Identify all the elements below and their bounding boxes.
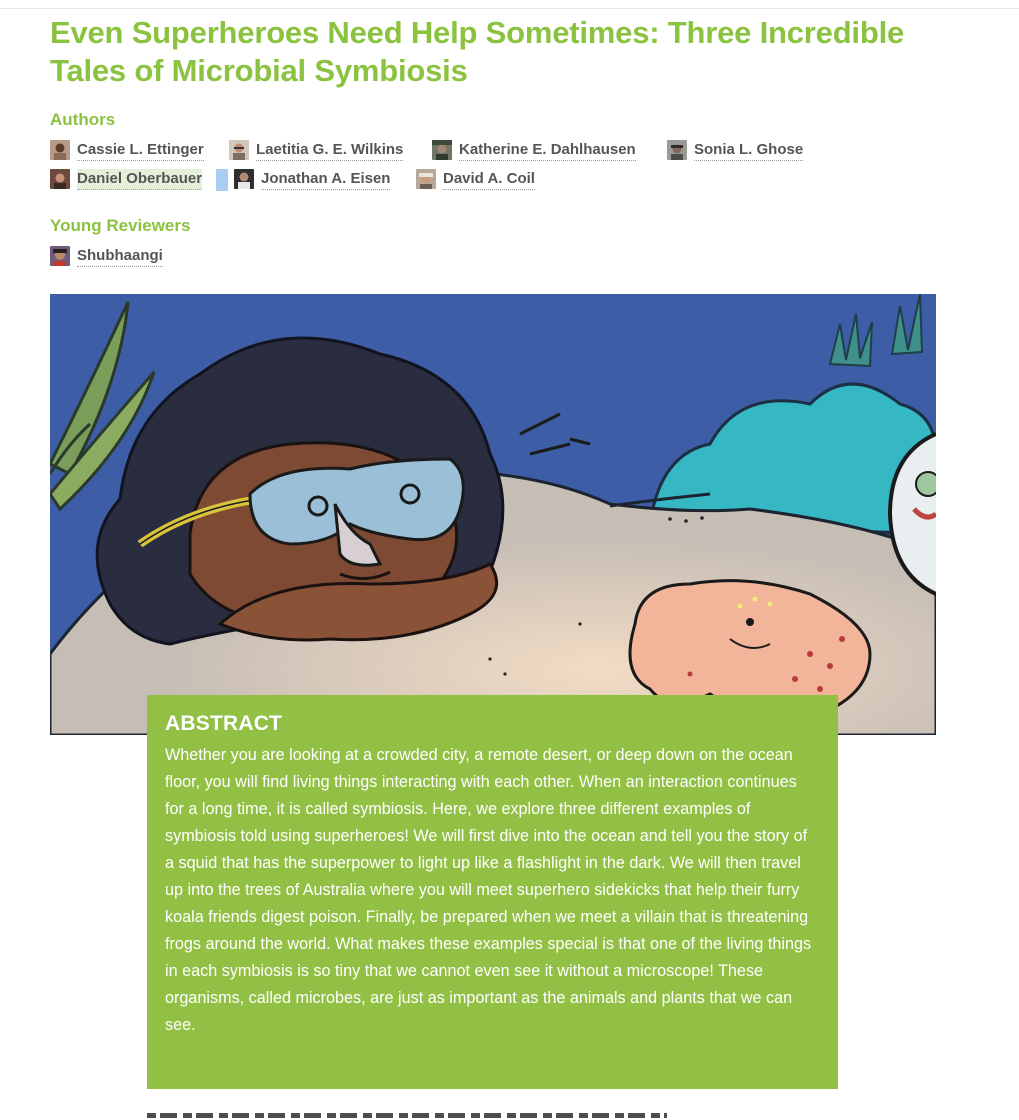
young-reviewers-label: Young Reviewers xyxy=(50,216,191,235)
reviewers-row xyxy=(50,244,350,268)
author-photo-icon xyxy=(416,169,436,189)
author-name: Sonia L. Ghose xyxy=(694,140,803,161)
author-photo-icon xyxy=(667,140,687,160)
author-photo-icon xyxy=(229,140,249,160)
author-photo-icon xyxy=(50,246,70,266)
author-link-jonathan-eisen[interactable] xyxy=(234,167,390,191)
top-divider xyxy=(0,8,1019,9)
abstract-text: Whether you are looking at a crowded city, a remote desert, or deep down on the ocean floor, you will find living things interacting with each other. When an interaction continues for a long time, it is called symbiosis. Here, we explore three different examples of symbiosis told using superheroes! We will first dive into the ocean and tell you the story of a squid that has the superpower to light up like a flashlight in the dark. We will then travel up into the trees of Australia where you will meet superhero sidekicks that help their furry koala friends digest poison. Finally, be prepared when we meet a villain that is threatening frogs around the world. What makes these examples special is that one of the living things in each symbiosis is so tiny that we cannot even see it without a microscope! These organisms, called microbes, are just as important as the animals and plants that we can see. xyxy=(165,746,812,1034)
abstract-box xyxy=(147,695,838,1089)
author-link-sonia-ghose[interactable] xyxy=(667,138,803,162)
author-photo-icon xyxy=(234,169,254,189)
author-photo-icon xyxy=(432,140,452,160)
authors-row-1 xyxy=(50,138,950,162)
author-name: Jonathan A. Eisen xyxy=(261,169,390,190)
author-name: Daniel Oberbauer xyxy=(77,169,202,190)
text-selection-highlight xyxy=(216,169,228,191)
author-name: Cassie L. Ettinger xyxy=(77,140,204,161)
author-name: David A. Coil xyxy=(443,169,535,190)
next-heading-partial xyxy=(147,1110,667,1120)
author-link-katherine-dahlhausen[interactable] xyxy=(432,138,636,162)
article-title: Even Superheroes Need Help Sometimes: Three Incredible Tales of Microbial Symbiosis xyxy=(50,15,905,88)
author-link-david-coil[interactable] xyxy=(416,167,535,191)
hero-illustration xyxy=(50,294,936,735)
author-photo-icon xyxy=(50,140,70,160)
abstract-heading: ABSTRACT xyxy=(165,712,283,735)
reviewer-name: Shubhaangi xyxy=(77,246,163,267)
authors-row-2 xyxy=(50,167,950,191)
author-link-laetitia-wilkins[interactable] xyxy=(229,138,403,162)
author-name: Laetitia G. E. Wilkins xyxy=(256,140,403,161)
reviewer-link-shubhaangi[interactable] xyxy=(50,244,163,268)
cartoon-scene-image xyxy=(50,294,936,735)
author-link-cassie-ettinger[interactable] xyxy=(50,138,204,162)
authors-label: Authors xyxy=(50,110,116,129)
author-name: Katherine E. Dahlhausen xyxy=(459,140,636,161)
author-photo-icon xyxy=(50,169,70,189)
author-link-daniel-oberbauer[interactable] xyxy=(50,167,202,191)
